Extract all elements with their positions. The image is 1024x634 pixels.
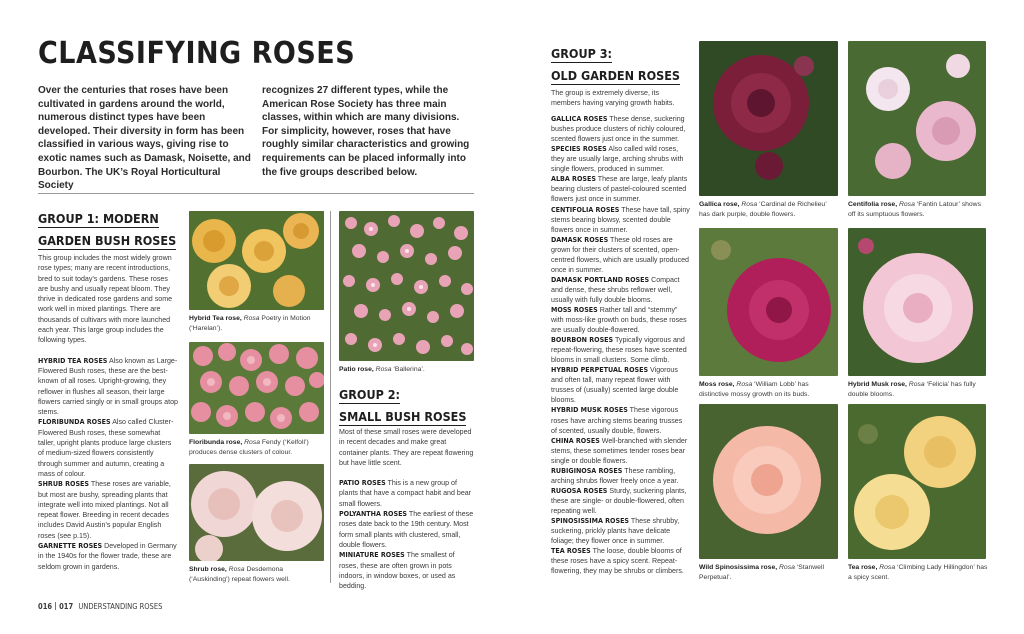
group2-heading-line1: GROUP 2: <box>339 387 401 402</box>
caption-gallica: Gallica rose, Rosa ‘Cardinal de Richelieu’ has dark purple, double flowers. <box>699 201 827 218</box>
entry-shrub: SHRUB ROSES These roses are variable, but most are bushy, spreading plants that integrate well into mixed plantings. Not all repeat flower. Breeding in recent decades includes David Austin’s popular English roses (see p.15). <box>38 479 171 540</box>
caption-hybrid-tea: Hybrid Tea rose, Rosa Poetry in Motion (‘Harelan’). <box>189 315 311 332</box>
entry-patio: PATIO ROSES This is a new group of plants that have a compact habit and bear small flowers. <box>339 478 472 508</box>
caption-tea: Tea rose, Rosa ‘Climbing Lady Hillingdon’ has a spicy scent. <box>848 564 988 581</box>
group3-text <box>551 88 690 576</box>
group3-heading-line1: GROUP 3: <box>551 46 613 61</box>
entry-centifolia: CENTIFOLIA ROSES These have tall, spiny stems bearing blowsy, scented double flowers once in summer. <box>551 204 690 234</box>
entry-hybrid-musk: HYBRID MUSK ROSES These vigorous roses have arching stems bearing trusses of scented, usually double, flowers. <box>551 405 683 435</box>
group3-heading-line2: OLD GARDEN ROSES <box>551 68 681 83</box>
patio-photo <box>339 211 474 361</box>
group2-heading <box>339 384 466 428</box>
caption-patio: Patio rose, Rosa ‘Ballerina’. <box>339 366 425 373</box>
group3-intro: The group is extremely diverse, its members having varying growth habits. <box>551 89 675 108</box>
caption-spinosissima: Wild Spinosissima rose, Rosa ‘Stanwell Perpetual’. <box>699 564 824 581</box>
page-title: CLASSIFYING ROSES <box>38 36 356 71</box>
entry-rubiginosa: RUBIGINOSA ROSES These rambling, arching shrubs flower freely once a year. <box>551 465 679 485</box>
entry-damask-portland: DAMASK PORTLAND ROSES Compact and dense, these shrubs reflower well, usually with fully double blooms. <box>551 274 680 304</box>
group1-text <box>38 253 178 572</box>
intro-right: recognizes 27 different types, while the American Rose Society has three main classes, within which are many divisions. For simplicity, however, roses that have roughly similar characteristics and growing requirements can be placed informally into the five groups described below. <box>262 85 470 178</box>
entry-rugosa: RUGOSA ROSES Sturdy, suckering plants, these are single- or double-flowered, often repeating well. <box>551 485 687 515</box>
shrub-photo <box>189 464 324 561</box>
caption-floribunda: Floribunda rose, Rosa Fendy (‘Kelfoll’) produces dense clusters of colour. <box>189 439 309 456</box>
gallica-photo <box>699 41 838 196</box>
page-footer <box>38 602 162 611</box>
group2-text <box>339 427 475 591</box>
entry-spinosissima: SPINOSISSIMA ROSES These shrubby, suckering, prickly plants have delicate foliage; they flower once in summer. <box>551 515 680 546</box>
floribunda-photo <box>189 342 324 434</box>
group2-heading-line2: SMALL BUSH ROSES <box>339 409 467 424</box>
footer-separator <box>55 602 56 610</box>
caption-shrub: Shrub rose, Rosa Desdemona (‘Auskinding’) repeat flowers well. <box>189 566 290 583</box>
entry-miniature: MINIATURE ROSES The smallest of roses, these are often grown in pots indoors, in window boxes, or used as bedding. <box>339 550 456 591</box>
caption-hybrid-musk: Hybrid Musk rose, Rosa ‘Felicia’ has fully double blooms. <box>848 381 976 398</box>
intro-left: Over the centuries that roses have been cultivated in gardens around the world, numerous distinct types have been developed. Their diversity in form has been classified in various ways, giving rise to exotic names such as Damask, Noisette, and Bourbon. The UK’s Royal Horticultural Society <box>38 85 251 192</box>
caption-centifolia: Centifolia rose, Rosa ‘Fantin Latour’ shows off its sumptuous flowers. <box>848 201 981 218</box>
group1-heading-line1: GROUP 1: MODERN <box>38 211 159 226</box>
moss-photo <box>699 228 838 376</box>
entry-damask: DAMASK ROSES These old roses are grown for their clusters of scented, open-centred flowers, which are usually produced once in summer. <box>551 234 690 274</box>
page-number-left: 016 <box>38 602 53 611</box>
entry-hybrid-tea: HYBRID TEA ROSES Also known as Large-Flowered Bush roses, these are the best-known of all roses. Upright-growing, they reflower in flushes all season, their large flowers carried singly or in small groups atop stems. <box>38 355 178 417</box>
entry-garnette: GARNETTE ROSES Developed in Germany in the 1940s for the flower trade, these are seldom grown in gardens. <box>38 541 177 571</box>
group1-heading-line2: GARDEN BUSH ROSES <box>38 233 177 248</box>
group2-intro: Most of these small roses were developed in recent decades and make great container plants. They are repeat flowering but have little scent. <box>339 428 474 467</box>
group1-heading <box>38 208 176 252</box>
column-divider <box>330 211 331 583</box>
group1-intro: This group includes the most widely grown rose types; many are recent introductions, bred to suit today’s gardens. These roses are bushy and usually repeat bloom. They thrive in dedicated rose gardens and some work well in mixed plantings. There are thousands of cultivars with more launched each year. This large group includes the following types. <box>38 254 173 345</box>
entry-floribunda: FLORIBUNDA ROSES Also called Cluster-Flowered Bush roses, these somewhat taller, upright plants produce large clusters of medium-sized flowers consistently through summer and autumn, creating a mass of colour. <box>38 417 174 478</box>
entry-polyantha: POLYANTHA ROSES The earliest of these roses date back to the 19th century. Most form small plants with clustered, small, double flowers. <box>339 509 474 549</box>
intro-divider <box>38 193 474 194</box>
spinosissima-photo <box>699 404 838 559</box>
entry-species: SPECIES ROSES Also called wild roses, they are usually large, arching shrubs with single flowers, produced in summer. <box>551 144 684 174</box>
group3-heading <box>551 43 680 87</box>
hybrid-tea-photo <box>189 211 324 310</box>
entry-moss: MOSS ROSES Rather tall and “stemmy” with moss-like growth on buds, these roses are usually double-flowered. <box>551 304 687 335</box>
tea-photo <box>848 404 986 559</box>
footer-section: UNDERSTANDING ROSES <box>78 602 163 611</box>
entry-china: CHINA ROSES Well-branched with slender stems, these sometimes tender roses bear single or double flowers. <box>551 435 688 465</box>
entry-tea: TEA ROSES The loose, double blooms of these roses have a spicy scent. Repeat-flowering, they may be shrubs or climbers. <box>551 546 684 576</box>
hybrid-musk-photo <box>848 228 986 376</box>
entry-alba: ALBA ROSES These are large, leafy plants bearing clusters of pastel-coloured scented flowers just once in summer. <box>551 174 688 204</box>
entry-hybrid-perpetual: HYBRID PERPETUAL ROSES Vigorous and often tall, many repeat flower with trusses of (usually) scented large double blooms. <box>551 365 679 405</box>
centifolia-photo <box>848 41 986 196</box>
caption-moss: Moss rose, Rosa ‘William Lobb’ has distinctive mossy growth on its buds. <box>699 381 810 398</box>
page-number-right: 017 <box>59 602 74 611</box>
entry-bourbon: BOURBON ROSES Typically vigorous and repeat-flowering, these roses have scented blooms in small clusters. Some climb. <box>551 335 687 365</box>
entry-gallica: GALLICA ROSES These dense, suckering bushes produce clusters of richly coloured, scented flowers just once in the summer. <box>551 114 686 144</box>
